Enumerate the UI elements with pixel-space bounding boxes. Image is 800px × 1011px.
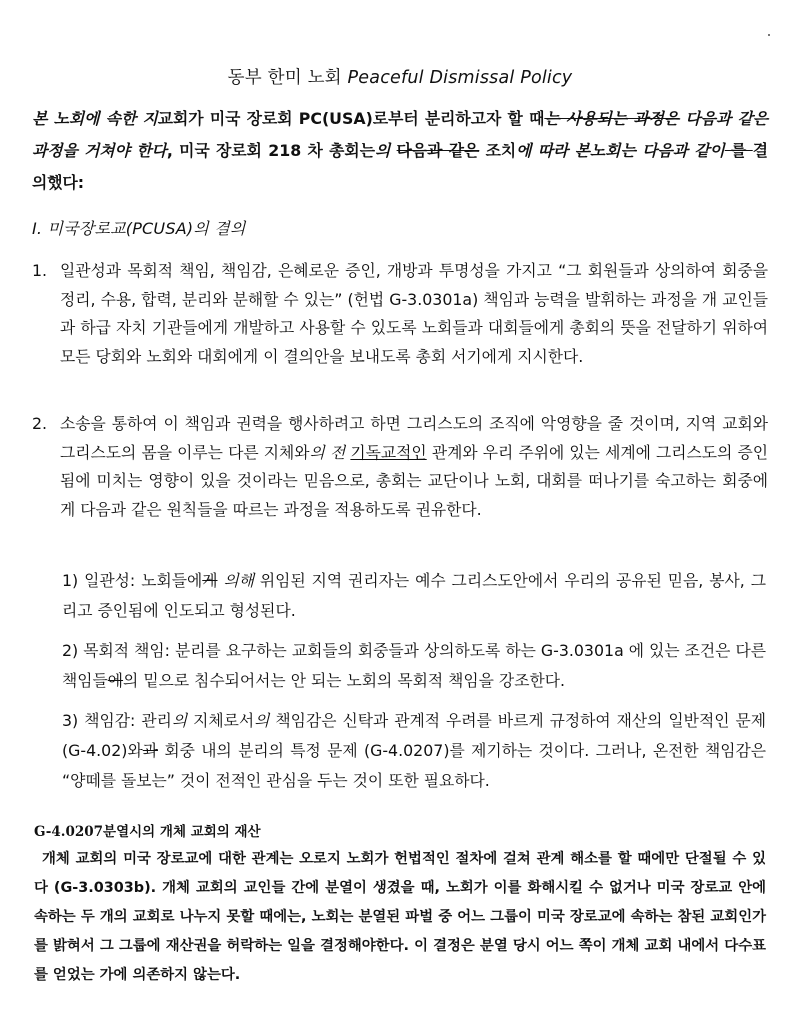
page-title <box>0 64 800 89</box>
sub-text: 의해 <box>217 571 254 590</box>
intro-paragraph <box>32 103 768 199</box>
item-text: 소송을 통하여 이 책임과 권력을 행사하려고 하면 그리스도의 조직에 악영향을 줄 것이며, 지역 교회와 그리스도의 몸을 이루는 다른 지체와 <box>60 414 768 462</box>
intro-text: 에 따라 본노회는 다음과 같이 <box>516 141 725 160</box>
sub-text: 회중 내의 분리의 특정 문제 (G-4.0207)를 제기하는 것이다. 그러나, 온전한 책임감은 “양떼를 돌보는” 것이 전적인 관심을 두는 것이 또한 필요하다. <box>62 741 766 790</box>
sub-text: 3) 책임감: 관리 <box>62 711 172 730</box>
intro-text: 결의했다: <box>32 141 768 192</box>
sub-item <box>62 706 766 796</box>
sub-text: 의 <box>254 711 270 730</box>
item-number: 1. <box>32 261 48 280</box>
sub-strike: 에 <box>107 671 124 690</box>
item-text: 관계와 우리 주위에 있는 세계에 그리스도의 증인됨에 미치는 영향이 있을 것이라는 믿음으로, 총회는 교단이나 노회, 대회를 떠나기를 숙고하는 회중에게 다음과 같은 원칙들을 따르는 과정을 적용하도록 권유한다. <box>60 442 768 519</box>
sub-text: 지체로서 <box>187 711 255 730</box>
intro-text: 본 노회에 속한 지 <box>32 109 158 128</box>
item-text: 기독교적인 <box>350 442 427 462</box>
sub-text: 위임된 지역 권리자는 예수 그리스도안에서 우리의 공유된 믿음, 봉사, 그리고 증인됨에 인도되고 형성된다. <box>62 571 766 620</box>
item-text: 일관성과 목회적 책임, 책임감, 은혜로운 증인, 개방과 투명성을 가지고 “그 회원들과 상의하여 회중을 정리, 수용, 합력, 분리와 분해할 수 있는” (헌법 G-3.0301a) 책임과 능력을 발휘하는 과정을 개 교인들과 하급 자치 기관들에게 개발하고 사용할 수 있도록 노회들과 대회들에게 총회의 뜻을 전달하기 위하여 모든 당회와 노회와 대회에게 이 결의안을 보내도록 총회 서기에게 지시한다. <box>60 261 768 366</box>
intro-text: 의 <box>374 141 391 160</box>
sub-text: 의 밑으로 침수되어서는 안 되는 노회의 목회적 책임을 강조한다. <box>123 671 565 690</box>
sub-item <box>62 636 766 696</box>
sub-item <box>62 566 766 626</box>
sub-strike: 과 <box>142 741 158 760</box>
intro-strike: 는 사용되는 과정은 <box>544 109 680 128</box>
title-korean: 동부 한미 노회 <box>227 68 342 88</box>
intro-text: 교회가 미국 장로회 PC(USA)로부터 분리하고자 할 때 <box>157 109 545 128</box>
sub-text: 1) 일관성: 노회들에 <box>62 571 203 590</box>
intro-strike: 다음과 같은 <box>396 141 480 160</box>
list-item <box>32 410 768 524</box>
g4-heading: G-4.0207분열시의 개체 교회의 재산 <box>34 824 261 840</box>
sub-text: 2) 목회적 책임: 분리를 요구하는 교회들의 회중들과 상의하도록 하는 G-3.0301a 에 있는 조건은 다른 책임들 <box>62 641 766 690</box>
intro-text: 조치 <box>479 141 517 160</box>
title-english: Peaceful Dismissal Policy <box>347 68 573 88</box>
intro-strike: 를 <box>724 141 753 160</box>
g4-body: 개체 교회의 미국 장로교에 대한 관계는 오로지 노회가 헌법적인 절차에 걸쳐 관계 해소를 할 때에만 단절될 수 있다 (G-3.0303b). 개체 교회의 교인들 간에 분열이 생겼을 때, 노회가 이를 화해시킬 수 없거나 미국 장로교 안에 속하는 두 개의 교회로 나누지 못할 때에는, 노회는 분열된 파벌 중 어느 그룹이 미국 장로교에 속하는 참된 교회인가를 밝혀서 그 그룹에 재산권을 허락하는 일을 결정해야한다. 이 결정은 분열 당시 어느 쪽이 개체 교회 내에서 다수표를 얻었는 가에 의존하지 않는다. <box>34 851 766 983</box>
item-number: 2. <box>32 414 48 433</box>
item-text: 의 전 <box>309 442 346 462</box>
intro-text: , 미국 장로회 218 차 총회는 <box>166 141 375 160</box>
section-heading: I. 미국장로교(PCUSA)의 결의 <box>32 219 246 238</box>
sub-text: 의 <box>171 711 188 730</box>
list-item <box>32 257 768 371</box>
intro-text: 다음과 같은 과정을 거쳐야 한다 <box>32 109 768 160</box>
scan-speck <box>768 34 770 36</box>
sub-text: 책임감은 신탁과 관계적 우려를 바르게 규정하여 재산의 일반적인 문제 (G-4.02)와 <box>62 711 766 760</box>
sub-strike: 게 <box>202 571 218 590</box>
